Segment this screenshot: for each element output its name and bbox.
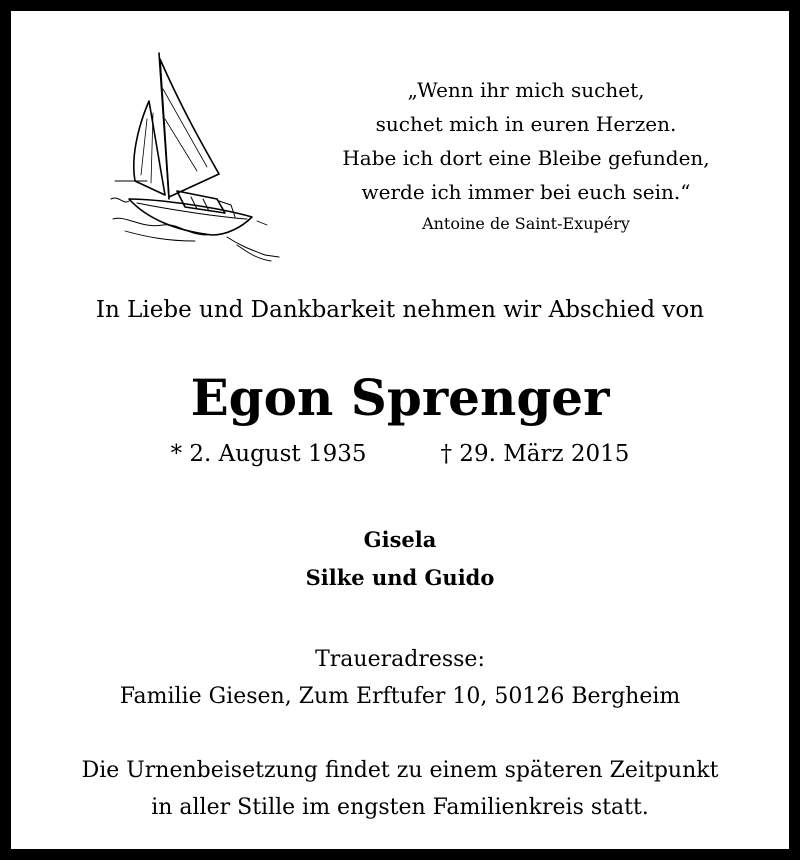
quote-line: „Wenn ihr mich suchet, [407, 78, 645, 102]
quote-line: suchet mich in euren Herzen. [375, 112, 677, 136]
deceased-name: Egon Sprenger [190, 368, 610, 427]
birth-date: * 2. August 1935 [170, 441, 367, 467]
mourner-name: Silke und Guido [305, 565, 495, 590]
quote-author: Antoine de Saint-Exupéry [422, 214, 630, 233]
address-label: Traueradresse: [315, 647, 485, 672]
closing-line: Die Urnenbeisetzung findet zu einem späteren Zeitpunkt [81, 758, 719, 783]
mourners [11, 521, 789, 597]
intro-text: In Liebe und Dankbarkeit nehmen wir Abschied von [95, 297, 705, 323]
mourning-address [11, 641, 789, 715]
death-date: † 29. März 2015 [440, 441, 630, 467]
sailboat-icon [107, 49, 287, 264]
quote [326, 73, 726, 237]
closing-note [11, 752, 789, 826]
life-dates [11, 437, 789, 471]
address-line: Familie Giesen, Zum Erftufer 10, 50126 Bergheim [119, 684, 681, 709]
mourner-name: Gisela [363, 527, 437, 552]
quote-line: werde ich immer bei euch sein.“ [361, 180, 691, 204]
closing-line: in aller Stille im engsten Familienkreis statt. [151, 795, 649, 820]
quote-line: Habe ich dort eine Bleibe gefunden, [342, 146, 710, 170]
